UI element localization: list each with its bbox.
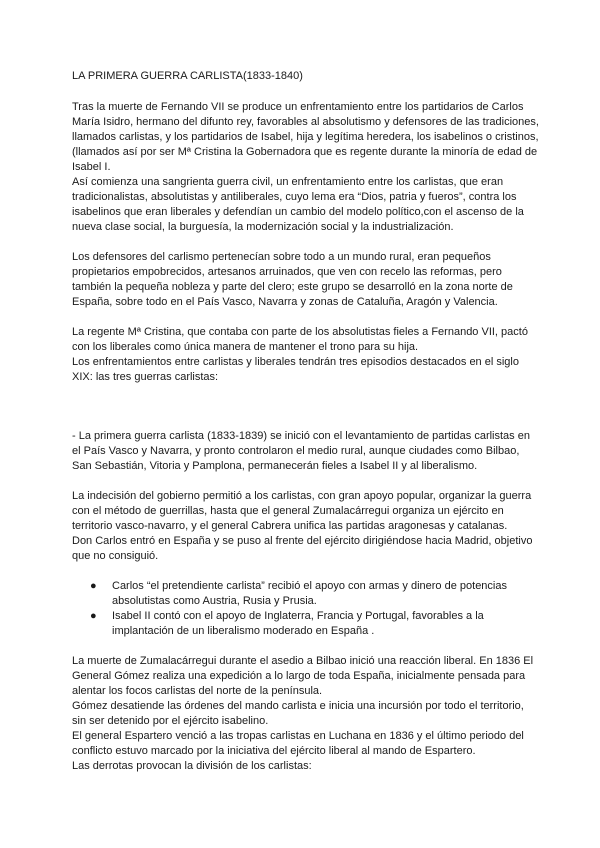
- paragraph-indecision-2: Don Carlos entró en España y se puso al frente del ejército dirigiéndose hacia Madrid, objetivo que no consiguió.: [72, 535, 533, 562]
- paragraph-muerte-2: Gómez desatiende las órdenes del mando carlista e inicia una incursión por todo el territorio, sin ser detenido por el ejército isabelino.: [72, 700, 524, 727]
- bullet-icon: ●: [90, 610, 97, 622]
- paragraph-regente-1: La regente Mª Cristina, que contaba con parte de los absolutistas fieles a Fernando VII, pactó con los liberales como única manera de mantener el trono para su hija.: [72, 326, 528, 353]
- paragraph-intro-2: Así comienza una sangrienta guerra civil, un enfrentamiento entre los carlistas, que eran tradicionalistas, absolutistas y antiliberales, cuyo lema era “Dios, patria y fueros”, contra los isabelinos que eran liberales y defendían un cambio del modelo político,con el ascenso de la nueva clase social, la burguesía, la modernización social y la industrialización.: [72, 176, 524, 233]
- bullet-text: Carlos “el pretendiente carlista” recibió el apoyo con armas y dinero de potencias absolutistas como Austria, Rusia y Prusia.: [112, 580, 507, 607]
- paragraph-primera-guerra: - La primera guerra carlista (1833-1839) se inició con el levantamiento de partidas carlistas en el País Vasco y Navarra, y pronto controlaron el medio rural, aunque ciudades como Bilbao, San Sebastián, Vitoria y Pamplona, permanecerán fieles a Isabel II y al liberalismo.: [72, 430, 530, 472]
- paragraph-defensores: Los defensores del carlismo pertenecían sobre todo a un mundo rural, eran pequeños propietarios empobrecidos, artesanos arruinados, que ven con recelo las reformas, pero también la pequeña nobleza y parte del clero; este grupo se desarrolló en la zona norte de España, sobre todo en el País Vasco, Navarra y zonas de Cataluña, Aragón y Valencia.: [72, 251, 513, 308]
- paragraph-muerte-3: El general Espartero venció a las tropas carlistas en Luchana en 1836 y el último periodo del conflicto estuvo marcado por la iniciativa del ejército liberal al mando de Espartero.: [72, 730, 524, 757]
- document-title: LA PRIMERA GUERRA CARLISTA(1833-1840): [72, 70, 303, 82]
- list-item: [90, 579, 540, 609]
- paragraph-muerte-4: Las derrotas provocan la división de los carlistas:: [72, 760, 312, 772]
- list-item: [90, 609, 540, 639]
- paragraph-indecision-1: La indecisión del gobierno permitió a los carlistas, con gran apoyo popular, organizar la guerra con el método de guerrillas, hasta que el general Zumalacárregui organiza un ejército en territorio vasco-navarro, y el general Cabrera unifica las partidas aragonesas y catalanas.: [72, 490, 532, 532]
- paragraph-intro-1: Tras la muerte de Fernando VII se produce un enfrentamiento entre los partidarios de Carlos María Isidro, hermano del difunto rey, favorables al absolutismo y defensores de las tradiciones, llamados carlistas, y los partidarios de Isabel, hija y legítima heredera, los isabelinos o cristinos, (llamados así por ser Mª Cristina la Gobernadora que es regente durante la minoría de edad de Isabel I.: [72, 101, 539, 173]
- bullet-text: Isabel II contó con el apoyo de Inglaterra, Francia y Portugal, favorables a la implantación de un liberalismo moderado en España .: [112, 610, 484, 637]
- bullet-list: [72, 579, 540, 639]
- paragraph-regente-2: Los enfrentamientos entre carlistas y liberales tendrán tres episodios destacados en el siglo XIX: las tres guerras carlistas:: [72, 356, 519, 383]
- paragraph-muerte-1: La muerte de Zumalacárregui durante el asedio a Bilbao inició una reacción liberal. En 1836 El General Gómez realiza una expedición a lo largo de toda España, inicialmente pensada para alentar los focos carlistas del norte de la península.: [72, 655, 534, 697]
- bullet-icon: ●: [90, 580, 97, 592]
